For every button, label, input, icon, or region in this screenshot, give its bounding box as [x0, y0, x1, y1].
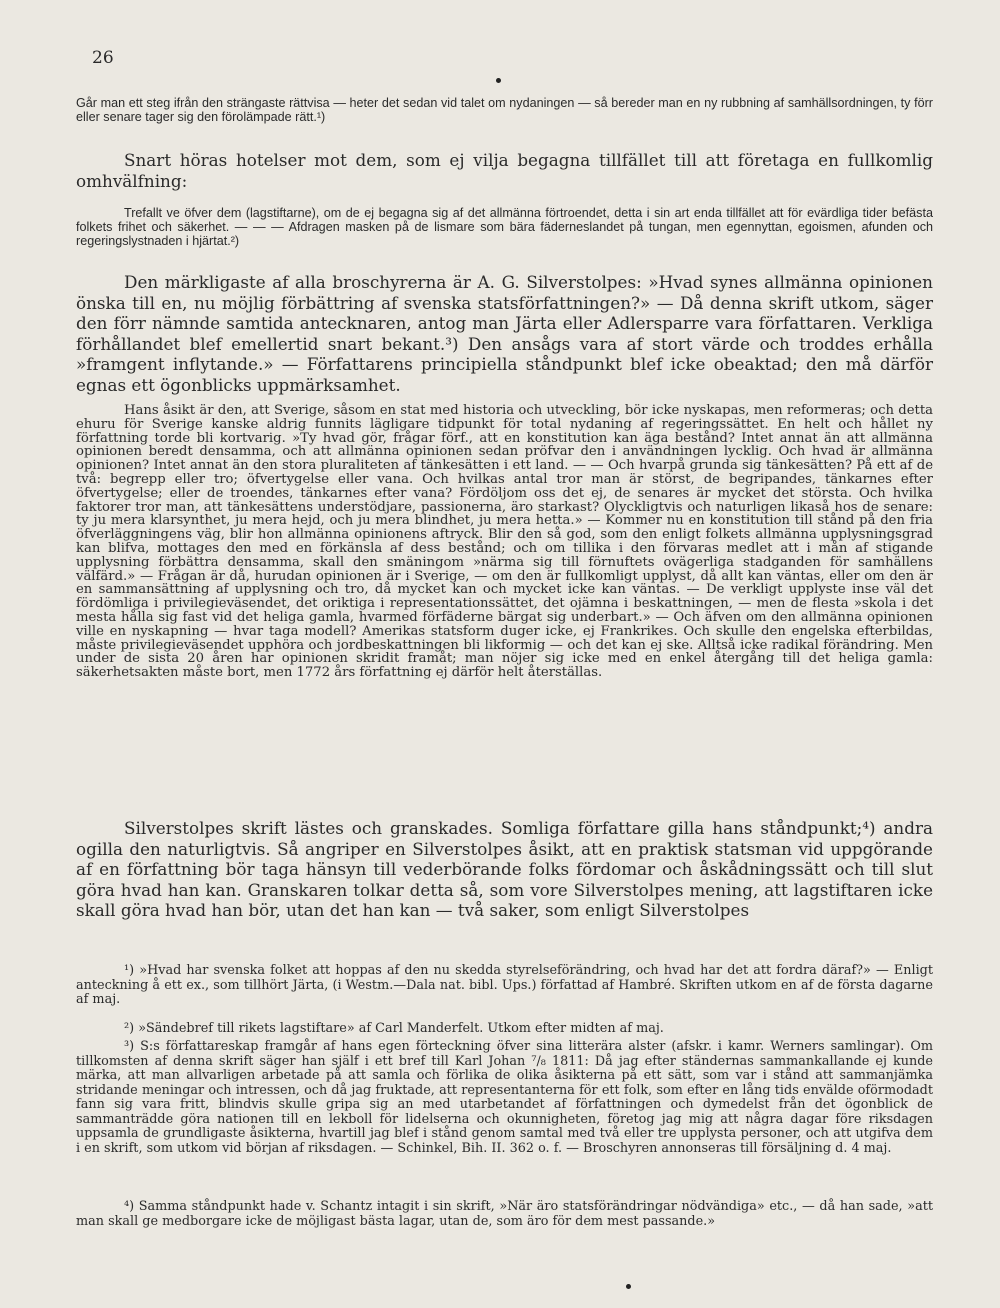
footnote-2: ²) »Sändebref till rikets lagstiftare» af Carl Manderfelt. Utkom efter midten af maj. [124, 1021, 664, 1036]
footnote-1: ¹) »Hvad har svenska folket att hoppas af den nu skedda styrelseförändring, och hvad har det att fordra däraf?» — Enligt anteckning å ett ex., som tillhört Järta, (i Westm.—Dala nat. bibl. Ups.) författad af Hambré. Skriften utkom en af de första dagarne af maj. [76, 963, 933, 1007]
ink-dot [496, 78, 501, 83]
paragraph-6: Silverstolpes skrift lästes och granskades. Somliga författare gilla hans ståndpunkt;⁴) andra ogilla den naturligtvis. Så angriper en Silverstolpes åsikt, att en praktisk statsman vid uppgörande af en författning bör taga hänsyn till vederbörande folks fördomar och åskådningssätt och till slut göra hvad han kan. Granskaren tolkar detta så, som vore Silverstolpes mening, att lagstiftaren icke skall göra hvad han bör, utan det han kan — två saker, som enligt Silverstolpes [76, 818, 933, 920]
quote-paragraph: Trefallt ve öfver dem (lagstiftarne), om de ej begagna sig af det allmänna förtroendet, detta i sin art enda tillfället att för evärdliga tider befästa folkets frihet och säkerhet. — — — Afdragen masken på de lismare som bära fäderneslandet på tungan, men egennyttan, egoismen, afunden och regeringslystnaden i hjärtat.²) [76, 206, 933, 248]
paragraph-1: Går man ett steg ifrån den strängaste rättvisa — heter det sedan vid talet om nydaningen — så bereder man en ny rubbning af samhällsordningen, ty förr eller senare tager sig den förolämpade rätt.¹) [76, 96, 933, 124]
paragraph-5: Hans åsikt är den, att Sverige, såsom en stat med historia och utveckling, bör icke nyskapas, men reformeras; och detta ehuru för Sverige kanske aldrig funnits lägligare tidpunkt för total nydaning af regeringssättet. En helt och hållet ny författning torde bli kortvarig. »Ty hvad gör, frågar förf., att en konstitution kan äga bestånd? Intet annat än att allmänna opinionen beredt densamma, och att allmänna opinionen sedan pröfvar den i användningen lycklig. Och hvad är allmänna opinionen? Intet annat än den stora pluraliteten af tänkesätten i ett land. — — Och hvarpå grunda sig tänkesätten? På ett af de två: begrepp eller tro; öfvertygelse eller vana. Och hvilkas antal tror man är störst, de begripandes, tänkarnes efter öfvertygelse; eller de troendes, tänkarnes efter vana? Fördöljom oss det ej, de senares är mycket det största. Och hvilka faktorer tror man, att tänkesättens understödjare, passionerna, äro starkast? Olyckligtvis och naturligen likaså hos de senare: ty ju mera klarsynthet, ju mera hejd, och ju mera blindhet, ju mera hetta.» — Kommer nu en konstitution till stånd på den fria öfverläggningens väg, blir hon allmänna opinionens aftryck. Blir den så god, som den enligt folkets allmänna upplysningsgrad kan blifva, mottages den med en förkänsla af dess bestånd; och om tillika i den förvaras medlet att i mån af stigande upplysning förbättra densamma, skall den smäningom »närma sig till förnuftets ovägerliga stadganden för samhällens välfärd.» — Frågan är då, hurudan opinionen är i Sverige, — om den är fullkomligt upplyst, då allt kan väntas, eller om den är en sammansättning af upplysning och tro, då mycket kan och mycket icke kan väntas. — De verkligt upplyste inse väl det fördömliga i privilegieväsendet, det oriktiga i representationssättet, det ojämna i beskattningen, — men de flesta »skola i det mesta hålla sig fast vid det heliga gamla, hvarmed förfäderne bärgat sig underbart.» — Och äfven om den allmänna opinionen ville en nyskapning — hvar taga modell? Amerikas statsform duger icke, ej Frankrikes. Och skulle den engelska efterbildas, måste privilegieväsendet upphöra och jordbeskattningen bli likformig — och det kan ej ske. Alltså icke radikal förändring. Men under de sista 20 åren har opinionen skridit framåt; man nöjer sig icke med en enkel återgång till det heliga gamla: säkerhetsakten måste bort, men 1772 års författning ej därför helt återställas. [76, 403, 933, 681]
paragraph-4: Den märkligaste af alla broschyrerna är A. G. Silverstolpes: »Hvad synes allmänna opinionen önska till en, nu möjlig förbättring af svenska statsförfattningen?» — Då denna skrift utkom, säger den förr nämnde samtida antecknaren, antog man Järta eller Adlersparre vara författaren. Verkliga förhållandet blef emellertid snart bekant.³) Den ansågs vara af stort värde och troddes erhålla »framgent inflytande.» — Författarens principiella ståndpunkt blef icke obeaktad; den må därför egnas ett ögonblicks uppmärksamhet. [76, 272, 933, 395]
page-number: 26 [92, 48, 114, 68]
ink-dot [626, 1284, 631, 1289]
footnote-3: ³) S:s författareskap framgår af hans egen förteckning öfver sina litterära alster (afskr. i kamr. Werners samlingar). Om tillkomsten af denna skrift säger han själf i ett bref till Karl Johan ⁷/₈ 1811: Då jag efter ständernas sammankallande ej kunde märka, att man allvarligen arbetade på att samla och förlika de olika åsikterna på ett sätt, som var i stånd att sammanjämka stridande meningar och intressen, och då jag fruktade, att representanterna för ett folk, som efter en lång tids envälde oförmodadt fann sig vara fritt, blindvis skulle gripa sig an med utarbetandet af författningen och dymedelst från det ögonblick de sammanträdde göra nationen till en lekboll för lidelserna och okunnigheten, företog jag mig att några dagar före riksdagen uppsamla de grundligaste åsikterna, hvartill jag blef i stånd genom samtal med två eller tre upplysta personer, och att utgifva dem i en skrift, som utkom vid början af riksdagen. — Schinkel, Bih. II. 362 o. f. — Broschyren annonseras till försäljning d. 4 maj. [76, 1039, 933, 1156]
paragraph-2: Snart höras hotelser mot dem, som ej vilja begagna tillfället till att företaga en fullkomlig omhvälfning: [76, 150, 933, 191]
footnote-4: ⁴) Samma ståndpunkt hade v. Schantz intagit i sin skrift, »När äro statsförändringar nödvändiga» etc., — då han sade, »att man skall ge medborgare icke de möjligast bästa lagar, utan de, som äro för dem mest passande.» [76, 1199, 933, 1229]
